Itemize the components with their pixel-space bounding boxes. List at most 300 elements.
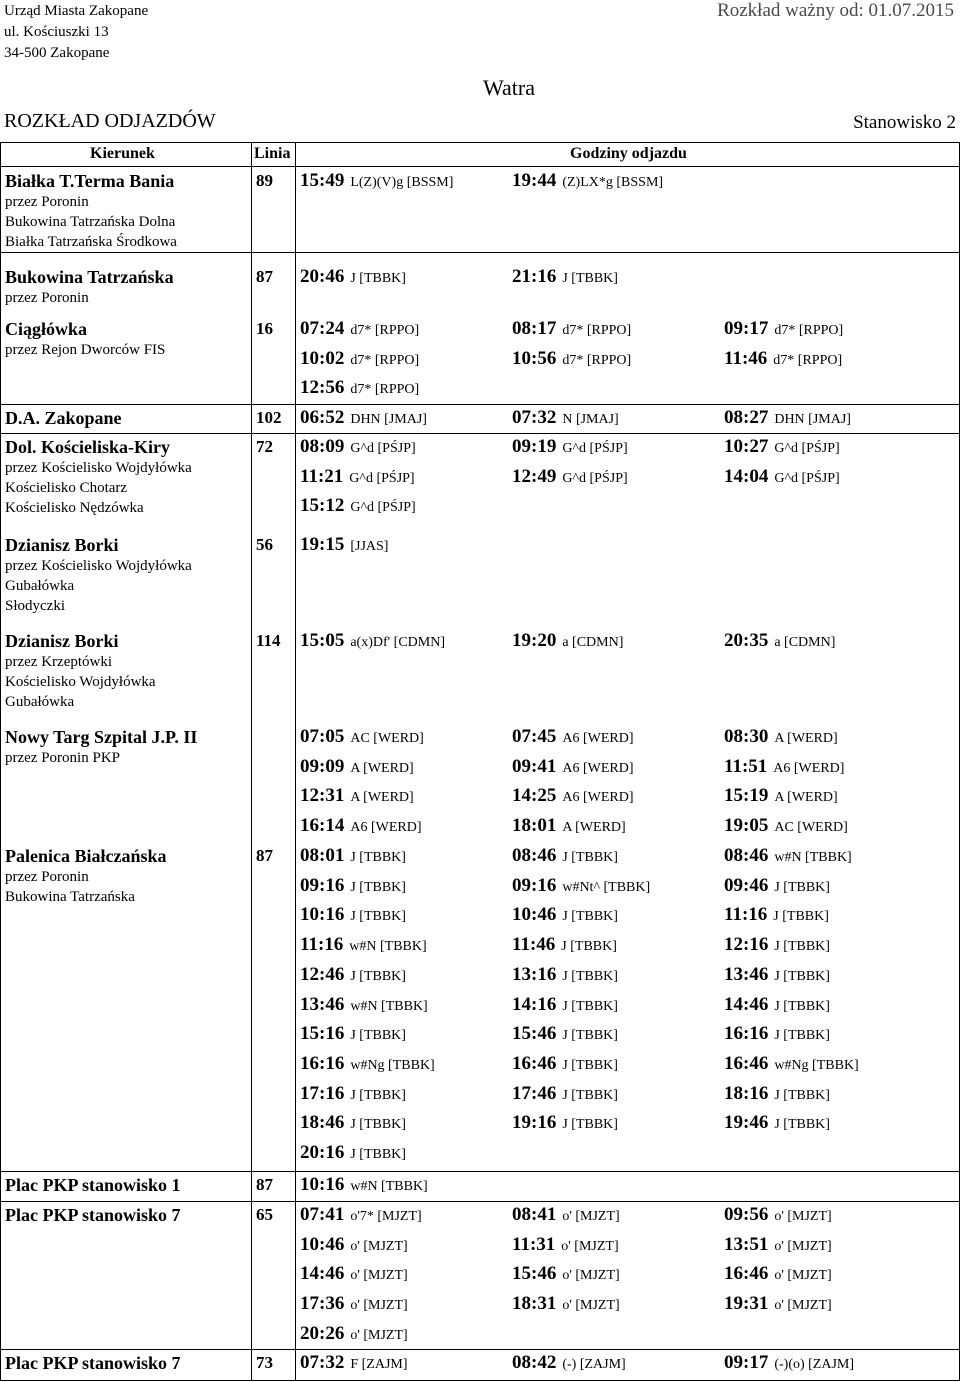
departure — [300, 1112, 406, 1136]
departure — [300, 875, 406, 899]
via-stop: przez Poronin — [5, 194, 89, 210]
departure-notes: A [WERD] — [774, 731, 838, 746]
departure-notes: d7* [RPPO] — [350, 382, 420, 398]
departure — [300, 1263, 408, 1287]
office-city: 34-500 Zakopane — [4, 45, 110, 61]
departure-notes: [JJAS] — [350, 539, 389, 554]
departure-time: 08:17 — [512, 318, 557, 339]
departure-notes: o' [MJZT] — [774, 1298, 832, 1314]
departure-time: 11:21 — [300, 465, 344, 487]
departure — [300, 348, 419, 372]
departure — [724, 934, 830, 958]
departure-time: 09:16 — [512, 874, 557, 896]
direction-name: Ciągłówka — [5, 319, 88, 339]
departure-notes: d7* [RPPO] — [350, 352, 420, 368]
table-top-border — [0, 142, 960, 143]
departure-time: 09:17 — [724, 318, 769, 339]
departure-time: 14:46 — [724, 993, 769, 1015]
departure-notes: J [TBBK] — [562, 271, 618, 286]
departure — [512, 785, 633, 809]
departure-notes: a [CDMN] — [562, 635, 624, 650]
route-block — [0, 726, 960, 844]
route-direction — [5, 266, 250, 308]
departure-notes: A6 [WERD] — [773, 760, 845, 776]
departure — [300, 495, 416, 519]
departure-notes: (-) [ZAJM] — [562, 1357, 626, 1372]
departure — [512, 1234, 619, 1258]
departure-notes: J [TBBK] — [350, 1117, 406, 1133]
departure — [512, 630, 623, 654]
line-number: 102 — [256, 408, 282, 427]
departure-time: 08:30 — [724, 726, 769, 747]
departure-time: 16:46 — [724, 1052, 769, 1074]
departure-time: 10:16 — [300, 1174, 345, 1195]
departure-notes: G^d [PŚJP] — [349, 470, 415, 486]
direction-name: Palenica Białczańska — [5, 846, 167, 866]
departure-time: 17:16 — [300, 1082, 345, 1104]
via-stop: Słodyczki — [5, 598, 65, 614]
departure-notes: A6 [WERD] — [350, 820, 422, 836]
via-stop: przez Krzeptówki — [5, 654, 113, 670]
departure-time: 20:35 — [724, 630, 769, 651]
direction-name: Nowy Targ Szpital J.P. II — [5, 727, 198, 747]
via-stop: przez Kościelisko Wojdyłówka — [5, 558, 192, 574]
line-number: 56 — [256, 535, 273, 554]
departure-notes: J [TBBK] — [774, 968, 830, 984]
departure-notes: J [TBBK] — [774, 1117, 830, 1133]
departure-time: 13:51 — [724, 1233, 769, 1255]
departure-time: 08:41 — [512, 1204, 557, 1225]
departure — [724, 904, 829, 928]
departure-time: 19:46 — [724, 1112, 769, 1134]
departure-notes: G^d [PŚJP] — [350, 500, 416, 516]
departure-notes: J [TBBK] — [350, 271, 406, 286]
departure — [724, 994, 830, 1018]
departure — [512, 436, 628, 460]
line-number: 87 — [256, 1175, 273, 1194]
departure-notes: o' [MJZT] — [561, 1238, 619, 1254]
route-direction — [5, 318, 250, 360]
departure — [512, 1083, 618, 1107]
departure-notes: a [CDMN] — [774, 635, 836, 650]
departure-notes: AC [WERD] — [350, 731, 424, 746]
via-stop: Gubałówka — [5, 694, 75, 710]
via-stop: przez Rejon Dworców FIS — [5, 342, 166, 358]
line-number: 65 — [256, 1205, 273, 1224]
departure-time: 11:16 — [724, 904, 768, 926]
via-stop: przez Kościelisko Wojdyłówka — [5, 460, 192, 476]
departure-time: 15:12 — [300, 495, 345, 517]
departure — [300, 436, 416, 460]
departure — [300, 1083, 406, 1107]
departure-notes: J [TBBK] — [562, 1057, 618, 1073]
stop-name: Watra — [483, 75, 535, 100]
departure — [300, 630, 445, 654]
departure-time: 15:49 — [300, 170, 345, 191]
departure — [300, 407, 427, 431]
departure-time: 11:16 — [300, 934, 344, 956]
departure-time: 11:46 — [724, 347, 768, 369]
departure-time: 12:46 — [300, 963, 345, 985]
departure — [512, 1263, 620, 1287]
departure — [512, 845, 618, 869]
departure-notes: J [TBBK] — [350, 1028, 406, 1044]
header-row-border — [0, 166, 960, 167]
departure-time: 18:31 — [512, 1293, 557, 1315]
departure-time: 10:27 — [724, 436, 769, 457]
departure — [300, 1293, 408, 1317]
line-number: 87 — [256, 846, 273, 865]
departure-notes: w#N [TBBK] — [350, 998, 428, 1014]
departure-time: 15:46 — [512, 1023, 557, 1045]
departure-time: 10:16 — [300, 904, 345, 926]
departure — [300, 1053, 435, 1077]
departure-notes: J [TBBK] — [774, 879, 830, 895]
departure-notes: J [TBBK] — [562, 1028, 618, 1044]
direction-name: Dzianisz Borki — [5, 535, 119, 555]
departure-notes: A [WERD] — [774, 790, 838, 806]
route-block — [0, 436, 960, 532]
route-block — [0, 170, 960, 254]
departure-notes: d7* [RPPO] — [350, 323, 420, 338]
departure — [300, 170, 453, 194]
row-separator — [0, 404, 960, 405]
route-direction — [5, 170, 250, 252]
route-direction — [5, 1204, 250, 1226]
departure-notes: J [TBBK] — [773, 909, 829, 925]
departure — [512, 407, 619, 431]
departure — [512, 964, 618, 988]
departure-notes: o' [MJZT] — [562, 1209, 620, 1224]
departure — [300, 934, 427, 958]
departure — [512, 318, 631, 342]
via-stop: Białka Tatrzańska Środkowa — [5, 234, 177, 250]
line-number: 16 — [256, 319, 273, 338]
departure-notes: w#N [TBBK] — [349, 939, 427, 955]
table-bottom-border — [0, 1380, 960, 1381]
departure-notes: J [TBBK] — [350, 909, 406, 925]
departure — [724, 845, 852, 869]
route-block — [0, 630, 960, 714]
departure-notes: J [TBBK] — [350, 879, 406, 895]
departure — [300, 1174, 428, 1198]
via-stop: Kościelisko Nędzówka — [5, 500, 144, 516]
departure — [300, 377, 419, 401]
via-stop: przez Poronin — [5, 869, 89, 885]
departure — [300, 904, 406, 928]
departure-notes: J [TBBK] — [350, 968, 406, 984]
departure-time: 09:09 — [300, 755, 345, 777]
departure — [300, 1323, 408, 1347]
departure-notes: J [TBBK] — [350, 1147, 406, 1162]
departure — [512, 756, 633, 780]
departure-notes: G^d [PŚJP] — [774, 441, 840, 456]
departure-notes: A [WERD] — [350, 760, 414, 776]
departure — [300, 266, 406, 290]
departure — [724, 815, 848, 839]
route-direction — [5, 1174, 250, 1196]
departure-time: 10:56 — [512, 347, 557, 369]
route-direction — [5, 845, 250, 907]
via-stop: Kościelisko Wojdyłówka — [5, 674, 156, 690]
departure-time: 20:46 — [300, 266, 345, 287]
departure — [300, 994, 428, 1018]
departure-notes: A6 [WERD] — [562, 790, 634, 806]
departure-notes: G^d [PŚJP] — [774, 470, 840, 486]
departure-notes: J [TBBK] — [562, 1117, 618, 1133]
departure — [724, 630, 835, 654]
departure-time: 07:45 — [512, 726, 557, 747]
route-direction — [5, 407, 250, 429]
departure-notes: J [TBBK] — [561, 939, 617, 955]
departure-notes: J [TBBK] — [562, 850, 618, 865]
departure — [724, 407, 851, 431]
departure-time: 16:46 — [512, 1052, 557, 1074]
departure-notes: o' [MJZT] — [562, 1298, 620, 1314]
departure — [724, 1023, 830, 1047]
departure-time: 11:31 — [512, 1233, 556, 1255]
departure-notes: o' [MJZT] — [774, 1268, 832, 1284]
departure-table — [0, 142, 960, 1381]
departure-time: 16:16 — [300, 1052, 345, 1074]
departure — [724, 756, 844, 780]
departure-time: 17:36 — [300, 1293, 345, 1315]
departure — [512, 1053, 618, 1077]
departure-time: 09:16 — [300, 874, 345, 896]
departure-time: 07:32 — [512, 407, 557, 428]
departure — [724, 1053, 859, 1077]
departure-notes: F [ZAJM] — [350, 1357, 408, 1372]
departure-time: 18:46 — [300, 1112, 345, 1134]
departure — [512, 1352, 626, 1376]
office-street: ul. Kościuszki 13 — [4, 24, 109, 40]
departure — [724, 1293, 832, 1317]
departure-time: 08:42 — [512, 1352, 557, 1373]
departure-notes: L(Z)(V)g [BSSM] — [350, 175, 454, 190]
departure — [512, 466, 628, 490]
departure-notes: d7* [RPPO] — [562, 323, 632, 338]
line-number: 72 — [256, 437, 273, 456]
via-stop: Kościelisko Chotarz — [5, 480, 128, 496]
departure — [724, 1204, 832, 1228]
departure — [724, 348, 842, 372]
route-direction — [5, 726, 250, 768]
route-block — [0, 1204, 960, 1352]
departure — [300, 845, 406, 869]
departure — [724, 1234, 832, 1258]
departure-time: 14:16 — [512, 993, 557, 1015]
departure — [724, 436, 840, 460]
departure-notes: w#Ng [TBBK] — [350, 1057, 435, 1073]
row-separator — [0, 1201, 960, 1202]
departure-notes: J [TBBK] — [562, 909, 618, 925]
departure-time: 08:27 — [724, 407, 769, 428]
departure-time: 09:56 — [724, 1204, 769, 1225]
departure-time: 10:46 — [512, 904, 557, 926]
via-stop: Bukowina Tatrzańska Dolna — [5, 214, 176, 230]
departure-notes: o' [MJZT] — [350, 1327, 408, 1343]
departure-time: 10:02 — [300, 347, 345, 369]
departure-notes: G^d [PŚJP] — [562, 441, 628, 456]
departure-time: 09:19 — [512, 436, 557, 457]
departure — [300, 815, 421, 839]
departure-time: 15:05 — [300, 630, 345, 651]
departure — [300, 318, 419, 342]
departure-time: 07:24 — [300, 318, 345, 339]
departure-notes: J [TBBK] — [350, 1087, 406, 1103]
departure — [724, 1112, 830, 1136]
row-separator — [0, 433, 960, 434]
departure — [512, 904, 618, 928]
departure-time: 19:20 — [512, 630, 557, 651]
departure-time: 08:46 — [724, 845, 769, 866]
route-block — [0, 266, 960, 310]
row-separator — [0, 252, 960, 253]
departure-notes: w#N [TBBK] — [350, 1179, 428, 1194]
departure-time: 20:16 — [300, 1142, 345, 1163]
departure — [724, 726, 838, 750]
departure-time: 17:46 — [512, 1082, 557, 1104]
departure-notes: (-)(o) [ZAJM] — [774, 1357, 855, 1372]
departure-time: 14:25 — [512, 785, 557, 807]
departure — [300, 1023, 406, 1047]
departure-time: 19:44 — [512, 170, 557, 191]
departure-time: 15:46 — [512, 1263, 557, 1285]
departure-time: 07:41 — [300, 1204, 345, 1225]
departure — [724, 1263, 832, 1287]
departure-notes: J [TBBK] — [562, 1087, 618, 1103]
column-header-times: Godziny odjazdu — [570, 145, 687, 162]
office-name: Urząd Miasta Zakopane — [4, 3, 149, 19]
departure-notes: DHN [JMAJ] — [774, 412, 851, 427]
route-block — [0, 1174, 960, 1200]
departure — [512, 348, 631, 372]
departure-notes: J [TBBK] — [774, 1028, 830, 1044]
departure — [300, 785, 414, 809]
direction-name: Plac PKP stanowisko 7 — [5, 1205, 181, 1225]
via-stop: przez Poronin PKP — [5, 750, 120, 766]
departure-time: 16:14 — [300, 815, 345, 837]
departure-time: 21:16 — [512, 266, 557, 287]
departure-notes: N [JMAJ] — [562, 412, 619, 427]
direction-name: Dol. Kościeliska-Kiry — [5, 437, 170, 457]
departure-notes: a(x)Df' [CDMN] — [350, 635, 445, 650]
row-separator — [0, 1349, 960, 1350]
departure-time: 12:16 — [724, 934, 769, 956]
departure-notes: o' [MJZT] — [350, 1268, 408, 1284]
departure — [512, 875, 650, 899]
departure — [300, 1352, 408, 1376]
route-direction — [5, 534, 250, 616]
departure-time: 15:16 — [300, 1023, 345, 1045]
route-block — [0, 845, 960, 1181]
departure-notes: J [TBBK] — [774, 939, 830, 955]
line-number: 73 — [256, 1353, 273, 1372]
departure-notes: d7* [RPPO] — [773, 352, 843, 368]
departure-time: 08:09 — [300, 436, 345, 457]
departure-notes: J [TBBK] — [562, 968, 618, 984]
route-direction — [5, 436, 250, 518]
departure — [512, 934, 617, 958]
departure-time: 11:51 — [724, 755, 768, 777]
departure-time: 18:01 — [512, 815, 557, 837]
line-number: 89 — [256, 171, 273, 190]
departure-notes: d7* [RPPO] — [562, 352, 632, 368]
departure-notes: o' [MJZT] — [350, 1238, 408, 1254]
departure — [300, 756, 414, 780]
departure-notes: J [TBBK] — [774, 1087, 830, 1103]
page-title: ROZKŁAD ODJAZDÓW — [4, 110, 216, 132]
departure — [724, 1083, 830, 1107]
departure-notes: A6 [WERD] — [562, 760, 634, 776]
departure-time: 13:46 — [724, 963, 769, 985]
departure-notes: o'7* [MJZT] — [350, 1209, 422, 1224]
departure-time: 09:17 — [724, 1352, 769, 1373]
departure-time: 19:05 — [724, 815, 769, 837]
line-number: 87 — [256, 267, 273, 286]
departure — [512, 1023, 618, 1047]
departure-time: 08:46 — [512, 845, 557, 866]
stand-number: Stanowisko 2 — [853, 112, 956, 133]
departure-notes: J [TBBK] — [350, 850, 406, 865]
column-header-direction: Kierunek — [90, 145, 155, 162]
route-block — [0, 534, 960, 618]
departure-time: 16:46 — [724, 1263, 769, 1285]
departure-time: 09:46 — [724, 874, 769, 896]
departure — [512, 815, 626, 839]
departure — [512, 1112, 618, 1136]
departure — [724, 875, 830, 899]
departure-time: 08:01 — [300, 845, 345, 866]
departure — [300, 1234, 408, 1258]
departure — [724, 964, 830, 988]
departure-notes: o' [MJZT] — [774, 1238, 832, 1254]
departure-notes: o' [MJZT] — [350, 1298, 408, 1314]
departure-notes: (Z)LX*g [BSSM] — [562, 175, 664, 190]
departure-time: 12:31 — [300, 785, 345, 807]
departure — [724, 318, 843, 342]
departure-notes: w#Ng [TBBK] — [774, 1057, 859, 1073]
direction-name: Białka T.Terma Bania — [5, 171, 175, 191]
departure-notes: G^d [PŚJP] — [350, 441, 416, 456]
departure-time: 07:32 — [300, 1352, 345, 1373]
departure — [724, 785, 838, 809]
departure-time: 18:16 — [724, 1082, 769, 1104]
departure-notes: w#N [TBBK] — [774, 850, 852, 865]
departure-time: 06:52 — [300, 407, 345, 428]
departure-time: 12:56 — [300, 377, 345, 399]
via-stop: Gubałówka — [5, 578, 75, 594]
route-block — [0, 1352, 960, 1378]
direction-name: D.A. Zakopane — [5, 408, 122, 428]
departure-time: 09:41 — [512, 755, 557, 777]
valid-from: Rozkład ważny od: 01.07.2015 — [717, 0, 954, 21]
departure-notes: o' [MJZT] — [562, 1268, 620, 1284]
route-direction — [5, 1352, 250, 1374]
departure-notes: AC [WERD] — [774, 820, 848, 836]
departure-time: 14:04 — [724, 465, 769, 487]
departure-time: 14:46 — [300, 1263, 345, 1285]
departure — [300, 466, 415, 490]
departure-time: 12:49 — [512, 465, 557, 487]
page-header — [0, 0, 960, 142]
departure-notes: A6 [WERD] — [562, 731, 634, 746]
departure-time: 19:16 — [512, 1112, 557, 1134]
departure-notes: G^d [PŚJP] — [562, 470, 628, 486]
departure-notes: J [TBBK] — [562, 998, 618, 1014]
departure-time: 20:26 — [300, 1322, 345, 1344]
departure-time: 16:16 — [724, 1023, 769, 1045]
